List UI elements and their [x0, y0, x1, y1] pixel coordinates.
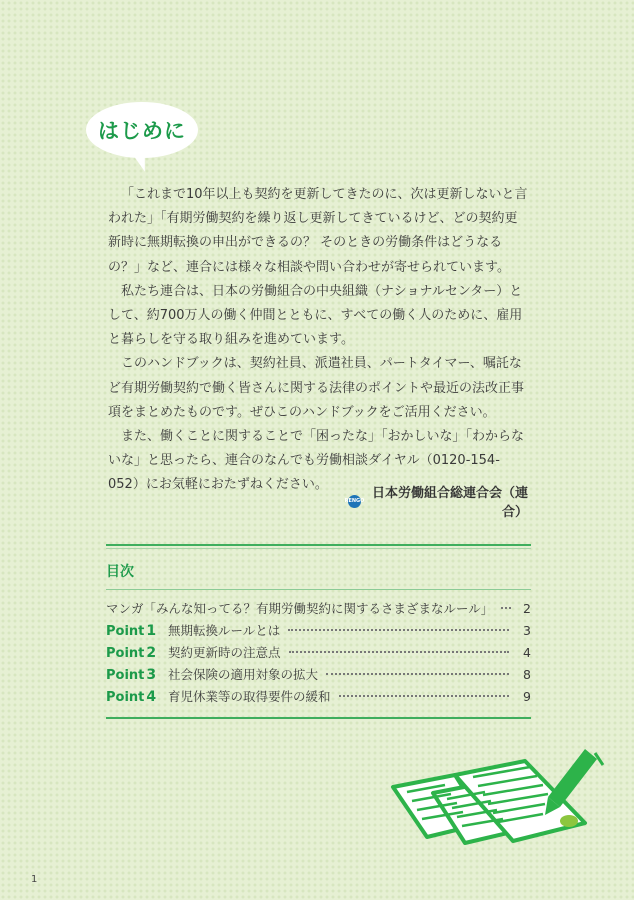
documents-and-pen-icon [385, 745, 610, 850]
toc-item-title: 無期転換ルールとは [168, 623, 281, 638]
toc-list [106, 599, 531, 709]
signature [344, 482, 528, 520]
toc-item-title: 契約更新時の注意点 [168, 645, 281, 660]
toc-item-point-4[interactable] [106, 687, 531, 709]
point-number-icon: 3 [146, 667, 157, 683]
divider [106, 589, 531, 590]
leader-dots [326, 673, 509, 675]
toc-title: 目次 [106, 564, 134, 580]
toc-page-number: 8 [523, 667, 531, 682]
leader-dots [339, 695, 509, 697]
intro-paragraph: 「これまで10年以上も契約を更新してきたのに、次は更新しないと言われた」「有期労働契約を繰り返し更新してきているけど、どの契約更新時に無期転換の申出ができるの？ そのときの労働条件はどうなるの？」など、連合には様々な相談や問い合わせが寄せられています。 [108, 187, 528, 275]
rengo-logo-icon: RENGO [348, 495, 361, 508]
divider [106, 717, 531, 719]
toc-page-number: 3 [523, 623, 531, 638]
divider [106, 548, 531, 549]
point-label: Point 3 [106, 667, 157, 683]
toc-page-number: 4 [523, 645, 531, 660]
point-number-icon: 1 [146, 623, 157, 639]
intro-paragraph: また、働くことに関することで「困ったな」「おかしいな」「わからないな」と思ったら、連合のなんでも労働相談ダイヤル（0120-154-052）にお気軽におたずねください。 [108, 429, 525, 493]
intro-paragraph: 私たち連合は、日本の労働組合の中央組織（ナショナルセンター）として、約700万人の働く仲間とともに、すべての働く人のために、雇用と暮らしを守る取り組みを進めています。 [108, 283, 523, 348]
page-number: 1 [31, 874, 38, 885]
point-number-icon: 2 [146, 645, 157, 661]
toc-item-manga[interactable] [106, 599, 531, 621]
point-label: Point 4 [106, 689, 157, 705]
toc-item-point-2[interactable] [106, 643, 531, 665]
toc-item-title: マンガ「みんな知ってる？有期労働契約に関するさまざまなルール」 [106, 601, 494, 616]
toc-item-title: 社会保険の適用対象の拡大 [168, 667, 319, 682]
toc-page-number: 2 [523, 601, 531, 616]
intro-text [108, 183, 528, 498]
intro-paragraph: このハンドブックは、契約社員、派遣社員、パートタイマー、嘱託など有期労働契約で働く皆さんに関する法律のポイントや最近の法改正事項をまとめたものです。ぜひこのハンドブックをご活用ください。 [108, 356, 525, 420]
point-number-icon: 4 [146, 689, 157, 705]
toc-page-number: 9 [523, 689, 531, 704]
toc-item-point-3[interactable] [106, 665, 531, 687]
toc-item-point-1[interactable] [106, 621, 531, 643]
signature-text: 日本労働組合総連合会（連合） [371, 486, 528, 520]
point-label: Point 2 [106, 645, 157, 661]
leader-dots [289, 651, 509, 653]
toc-item-title: 育児休業等の取得要件の緩和 [168, 689, 331, 704]
leader-dots [501, 607, 511, 609]
table-of-contents [106, 544, 531, 719]
point-label: Point 1 [106, 623, 157, 639]
page-title: はじめに [98, 119, 186, 143]
leader-dots [288, 629, 509, 631]
divider [106, 544, 531, 546]
